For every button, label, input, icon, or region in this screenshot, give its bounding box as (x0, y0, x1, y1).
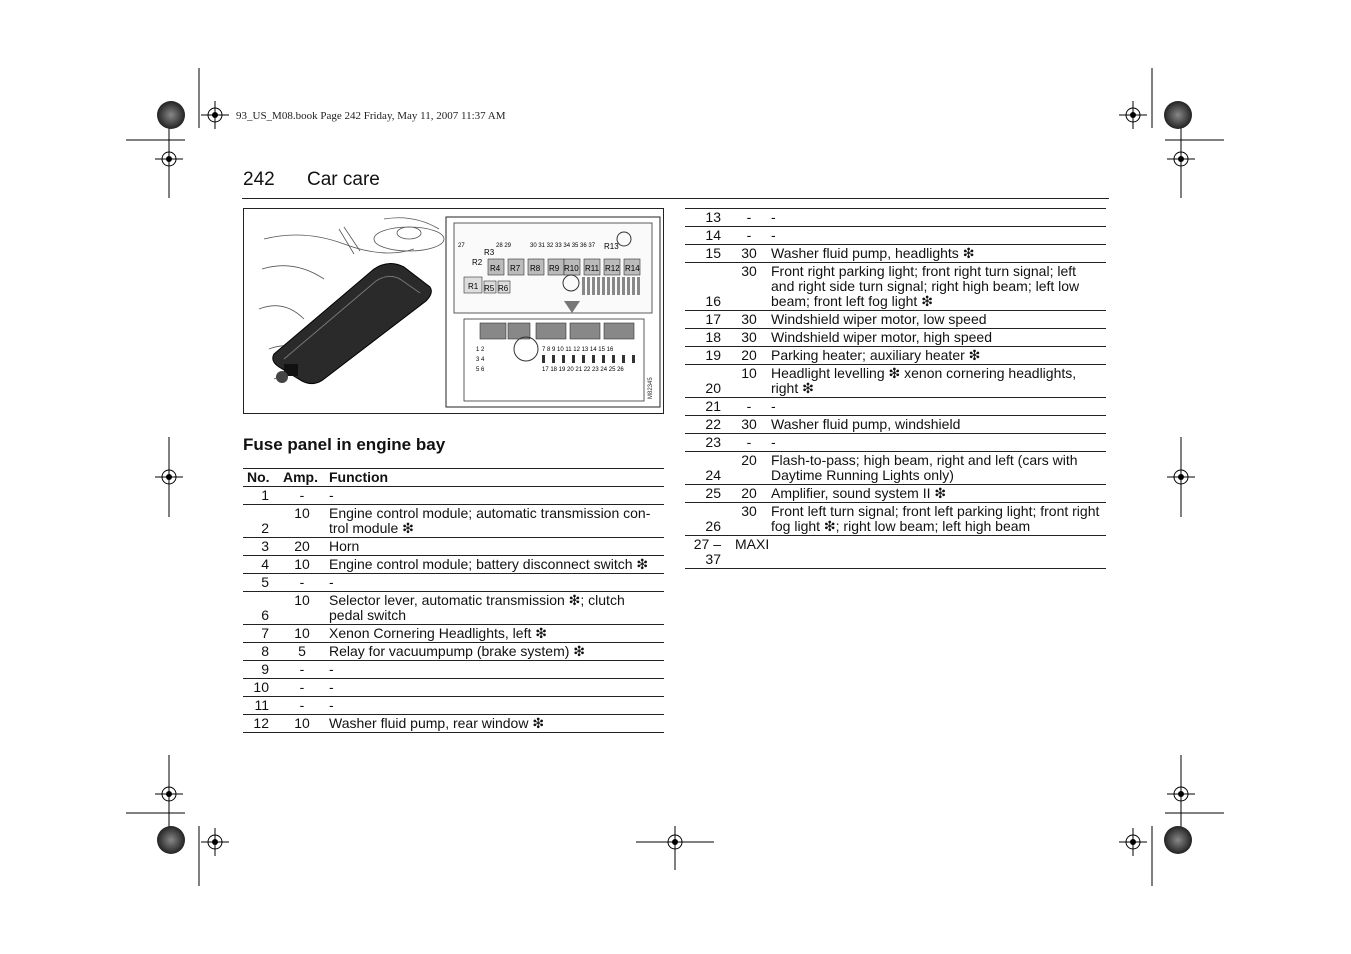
fuse-table-left (243, 468, 664, 733)
table-row (243, 556, 664, 574)
fuse-number: 11 (243, 697, 279, 715)
fuse-amperage: - (279, 697, 325, 715)
fuse-amperage: - (279, 487, 325, 505)
table-row (685, 263, 1106, 311)
table-row (685, 245, 1106, 263)
fuse-number: 22 (685, 416, 731, 434)
fuse-number: 27 –37 (685, 536, 731, 569)
fuse-amperage: 30 (731, 245, 767, 263)
svg-text:5 6: 5 6 (476, 367, 485, 373)
fuse-number: 1 (243, 487, 279, 505)
svg-text:3 4: 3 4 (476, 357, 485, 363)
svg-text:30 31 32 33 34 35 36 37: 30 31 32 33 34 35 36 37 (530, 243, 596, 249)
table-row (243, 505, 664, 538)
fuse-function: Selector lever, automatic transmission ❇; clutch pedal switch (325, 592, 664, 625)
fuse-amperage: - (731, 398, 767, 416)
section-title: Car care (307, 169, 380, 190)
fuse-number: 14 (685, 227, 731, 245)
fuse-function: - (325, 574, 664, 592)
fuse-function: Engine control module; automatic transmission con-trol module ❇ (325, 505, 664, 538)
table-row (685, 329, 1106, 347)
fuse-table-right (685, 208, 1106, 569)
table-row (243, 487, 664, 505)
svg-text:R9: R9 (549, 264, 560, 273)
fuse-number: 18 (685, 329, 731, 347)
table-row (243, 643, 664, 661)
fuse-number: 7 (243, 625, 279, 643)
fuse-function: Windshield wiper motor, high speed (767, 329, 1106, 347)
fuse-amperage: - (279, 679, 325, 697)
fuse-number: 10 (243, 679, 279, 697)
table-row (685, 311, 1106, 329)
fuse-function: - (325, 697, 664, 715)
table-row (685, 452, 1106, 485)
column-header-function: Function (325, 469, 664, 487)
fuse-function: - (767, 398, 1106, 416)
fuse-amperage: - (279, 574, 325, 592)
fuse-function: Amplifier, sound system II ❇ (767, 485, 1106, 503)
svg-text:R11: R11 (585, 264, 600, 273)
svg-text:R1: R1 (468, 282, 479, 291)
fuse-number: 23 (685, 434, 731, 452)
fuse-number: 4 (243, 556, 279, 574)
fuse-amperage: - (731, 227, 767, 245)
table-row (685, 227, 1106, 245)
table-row (243, 661, 664, 679)
fuse-function: Front left turn signal; front left parking light; front right fog light ❇; right low beam; left high beam (767, 503, 1106, 536)
fuse-amperage: 5 (279, 643, 325, 661)
fuse-number: 20 (685, 365, 731, 398)
table-row (685, 416, 1106, 434)
fuse-amperage: 20 (279, 538, 325, 556)
fuse-number: 8 (243, 643, 279, 661)
fuse-amperage: 20 (731, 452, 767, 485)
fuse-amperage: 20 (731, 485, 767, 503)
fuse-function: Parking heater; auxiliary heater ❇ (767, 347, 1106, 365)
fuse-function: - (767, 434, 1106, 452)
fuse-function: Headlight levelling ❇ xenon cornering headlights, right ❇ (767, 365, 1106, 398)
fuse-amperage: 10 (279, 715, 325, 733)
fuse-number: 6 (243, 592, 279, 625)
table-row (243, 592, 664, 625)
table-row (685, 209, 1106, 227)
fuse-function: - (325, 679, 664, 697)
fuse-number: 24 (685, 452, 731, 485)
fuse-function: Windshield wiper motor, low speed (767, 311, 1106, 329)
fuse-number: 17 (685, 311, 731, 329)
fuse-number: 12 (243, 715, 279, 733)
header-rule (242, 198, 1109, 199)
svg-text:1 2: 1 2 (476, 347, 485, 353)
fuse-function: Horn (325, 538, 664, 556)
svg-text:R13: R13 (604, 242, 619, 251)
fuse-function: Front right parking light; front right turn signal; left and right side turn signal; right high beam; left low beam; front left fog light ❇ (767, 263, 1106, 311)
fuse-number: 2 (243, 505, 279, 538)
fuse-function: - (325, 487, 664, 505)
fuse-table-right-body (685, 209, 1106, 569)
engine-bay-drawing (244, 209, 663, 413)
fuse-function: Washer fluid pump, headlights ❇ (767, 245, 1106, 263)
svg-text:17 18 19 20 21 22 23 24 25 26: 17 18 19 20 21 22 23 24 25 26 (542, 367, 624, 373)
column-header-no: No. (243, 469, 279, 487)
fuse-function: Washer fluid pump, rear window ❇ (325, 715, 664, 733)
svg-text:R2: R2 (472, 258, 483, 267)
fuse-function: Xenon Cornering Headlights, left ❇ (325, 625, 664, 643)
fuse-amperage: MAXI (731, 536, 767, 569)
fuse-amperage: 30 (731, 311, 767, 329)
fuse-number: 3 (243, 538, 279, 556)
table-row (685, 536, 1106, 569)
fuse-number: 9 (243, 661, 279, 679)
svg-text:R3: R3 (484, 248, 495, 257)
table-row (685, 365, 1106, 398)
fuse-function (767, 536, 1106, 569)
fuse-number: 21 (685, 398, 731, 416)
fuse-amperage: 10 (279, 556, 325, 574)
fuse-amperage: 10 (731, 365, 767, 398)
figure-code: M82345 (648, 377, 654, 399)
print-header-meta: 93_US_M08.book Page 242 Friday, May 11, 2007 11:37 AM (236, 110, 506, 122)
fuse-function: - (767, 227, 1106, 245)
svg-text:R10: R10 (564, 264, 579, 273)
fuse-number: 19 (685, 347, 731, 365)
fuse-amperage: 10 (279, 505, 325, 538)
table-row (685, 485, 1106, 503)
fuse-amperage: - (731, 209, 767, 227)
fuse-function: Engine control module; battery disconnect switch ❇ (325, 556, 664, 574)
fuse-amperage: 30 (731, 416, 767, 434)
column-header-amp: Amp. (279, 469, 325, 487)
svg-text:R7: R7 (510, 264, 521, 273)
fuse-panel-heading: Fuse panel in engine bay (243, 435, 446, 454)
fuse-amperage: 30 (731, 329, 767, 347)
fuse-amperage: 20 (731, 347, 767, 365)
fuse-number: 16 (685, 263, 731, 311)
svg-text:R8: R8 (530, 264, 541, 273)
svg-text:R6: R6 (498, 284, 509, 293)
fuse-amperage: 10 (279, 592, 325, 625)
page-number: 242 (243, 169, 275, 190)
table-row (243, 679, 664, 697)
fuse-amperage: 10 (279, 625, 325, 643)
fuse-number: 15 (685, 245, 731, 263)
fuse-number: 26 (685, 503, 731, 536)
table-row (243, 715, 664, 733)
fuse-function: - (767, 209, 1106, 227)
fuse-function: - (325, 661, 664, 679)
fuse-number: 13 (685, 209, 731, 227)
svg-text:7 8 9 10 11 12 13 14 15 16: 7 8 9 10 11 12 13 14 15 16 (542, 347, 614, 353)
fuse-function: Relay for vacuumpump (brake system) ❇ (325, 643, 664, 661)
svg-text:R4: R4 (490, 264, 501, 273)
svg-text:R14: R14 (625, 264, 640, 273)
fuse-number: 5 (243, 574, 279, 592)
table-row (685, 434, 1106, 452)
svg-text:27: 27 (458, 243, 465, 249)
svg-text:28 29: 28 29 (496, 243, 512, 249)
fuse-panel-illustration (243, 208, 664, 414)
svg-text:R5: R5 (484, 284, 495, 293)
fuse-amperage: - (731, 434, 767, 452)
table-row (685, 398, 1106, 416)
table-row (685, 347, 1106, 365)
table-row (243, 574, 664, 592)
table-row (243, 625, 664, 643)
fuse-amperage: 30 (731, 263, 767, 311)
fuse-amperage: - (279, 661, 325, 679)
svg-text:R12: R12 (605, 264, 620, 273)
table-row (685, 503, 1106, 536)
table-row (243, 697, 664, 715)
fuse-number: 25 (685, 485, 731, 503)
fuse-amperage: 30 (731, 503, 767, 536)
fuse-function: Washer fluid pump, windshield (767, 416, 1106, 434)
table-row (243, 538, 664, 556)
fuse-function: Flash-to-pass; high beam, right and left (cars with Daytime Running Lights only) (767, 452, 1106, 485)
fuse-table-left-body (243, 487, 664, 733)
